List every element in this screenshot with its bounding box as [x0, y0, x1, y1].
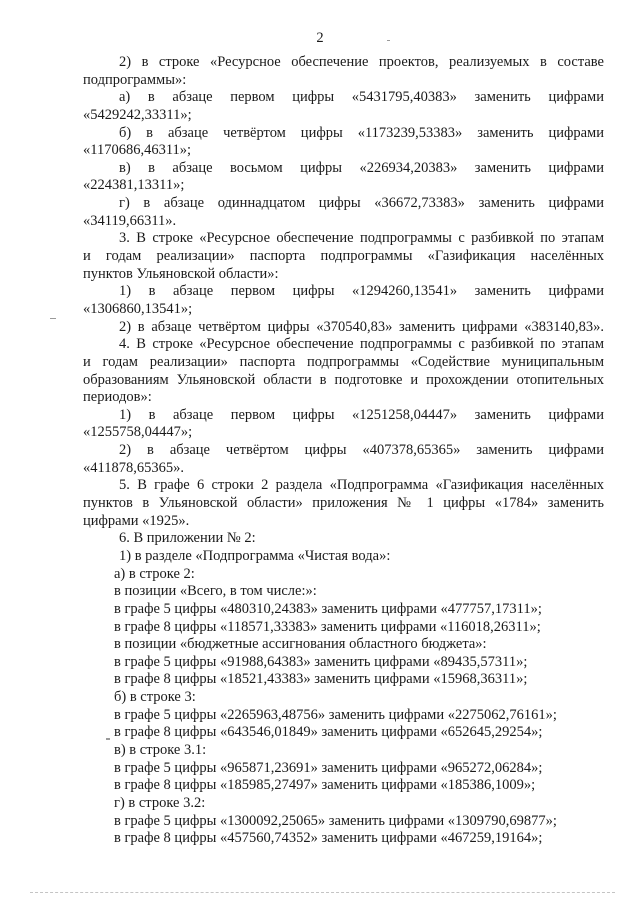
- text-line: 2) в абзаце четвёртом цифры «407378,65365» заменить цифрами: [119, 442, 604, 459]
- text-line: 1) в разделе «Подпрограмма «Чистая вода»:: [119, 547, 391, 564]
- scan-speck: [106, 738, 110, 740]
- text-line: 4. В строке «Ресурсное обеспечение подпрограммы с разбивкой по этапам: [119, 336, 604, 353]
- text-line: цифрами «1925».: [83, 512, 190, 529]
- text-line: в позиции «бюджетные ассигнования областного бюджета»:: [114, 636, 487, 653]
- text-line: пунктов Ульяновской области»:: [83, 265, 279, 282]
- text-line: б) в абзаце четвёртом цифры «1173239,53383» заменить цифрами: [119, 124, 604, 141]
- text-line: «411878,65365».: [83, 459, 184, 476]
- text-line: б) в строке 3:: [114, 689, 196, 706]
- text-line: в графе 5 цифры «1300092,25065» заменить цифрами «1309790,69877»;: [114, 812, 557, 829]
- text-line: 6. В приложении № 2:: [119, 530, 256, 547]
- text-line: в графе 8 цифры «643546,01849» заменить цифрами «652645,29254»;: [114, 724, 543, 741]
- text-line: 2) в строке «Ресурсное обеспечение проектов, реализуемых в составе: [119, 54, 604, 70]
- text-line: в позиции «Всего, в том числе:»:: [114, 583, 317, 600]
- text-line: «1170686,46311»;: [83, 142, 192, 159]
- text-line: и годам реализации» паспорта подпрограммы «Содействие муниципальным: [83, 353, 604, 370]
- text-line: и годам реализации» паспорта подпрограммы «Газификация населённых: [83, 248, 604, 265]
- text-line: периодов»:: [83, 389, 152, 406]
- text-line: в графе 5 цифры «2265963,48756» заменить цифрами «2275062,76161»;: [114, 706, 557, 723]
- text-line: пунктов в Ульяновской области» приложения № 1 цифры «1784» заменить: [83, 495, 604, 512]
- scan-speck: [50, 318, 56, 319]
- text-line: образованиям Ульяновской области в подготовке и прохождении отопительных: [83, 371, 604, 388]
- text-line: г) в строке 3.2:: [114, 794, 206, 811]
- page-number: 2: [316, 30, 324, 46]
- text-line: в графе 5 цифры «965871,23691» заменить цифрами «965272,06284»;: [114, 759, 543, 776]
- text-line: 5. В графе 6 строки 2 раздела «Подпрограмма «Газификация населённых: [119, 477, 604, 494]
- text-line: 1) в абзаце первом цифры «1251258,04447» заменить цифрами: [119, 406, 604, 423]
- text-line: а) в строке 2:: [114, 565, 195, 582]
- text-line: в) в строке 3.1:: [114, 741, 207, 758]
- text-line: «5429242,33311»;: [83, 106, 192, 123]
- text-line: в графе 8 цифры «18521,43383» заменить цифрами «15968,36311»;: [114, 671, 528, 688]
- text-line: в графе 8 цифры «185985,27497» заменить цифрами «185386,1009»;: [114, 777, 536, 794]
- text-line: в графе 5 цифры «480310,24383» заменить цифрами «477757,17311»;: [114, 600, 542, 617]
- text-line: «224381,13311»;: [83, 177, 185, 194]
- text-line: в графе 8 цифры «457560,74352» заменить цифрами «467259,19164»;: [114, 830, 543, 847]
- text-line: в) в абзаце восьмом цифры «226934,20383» заменить цифрами: [119, 159, 604, 176]
- document-body: [83, 54, 604, 848]
- scan-speck: [387, 40, 390, 41]
- text-line: г) в абзаце одиннадцатом цифры «36672,73383» заменить цифрами: [119, 195, 604, 212]
- text-line: а) в абзаце первом цифры «5431795,40383» заменить цифрами: [119, 89, 604, 106]
- text-line: 2) в абзаце четвёртом цифры «370540,83» заменить цифрами «383140,83».: [119, 318, 604, 335]
- text-line: в графе 8 цифры «118571,33383» заменить цифрами «116018,26311»;: [114, 618, 541, 635]
- text-line: 3. В строке «Ресурсное обеспечение подпрограммы с разбивкой по этапам: [119, 230, 604, 247]
- text-line: 1) в абзаце первом цифры «1294260,13541» заменить цифрами: [119, 283, 604, 300]
- page-bottom-edge: [30, 892, 615, 893]
- text-line: в графе 5 цифры «91988,64383» заменить цифрами «89435,57311»;: [114, 653, 528, 670]
- text-line: «1255758,04447»;: [83, 424, 193, 441]
- text-line: подпрограммы»:: [83, 71, 187, 88]
- text-line: «1306860,13541»;: [83, 300, 193, 317]
- text-line: «34119,66311».: [83, 212, 177, 229]
